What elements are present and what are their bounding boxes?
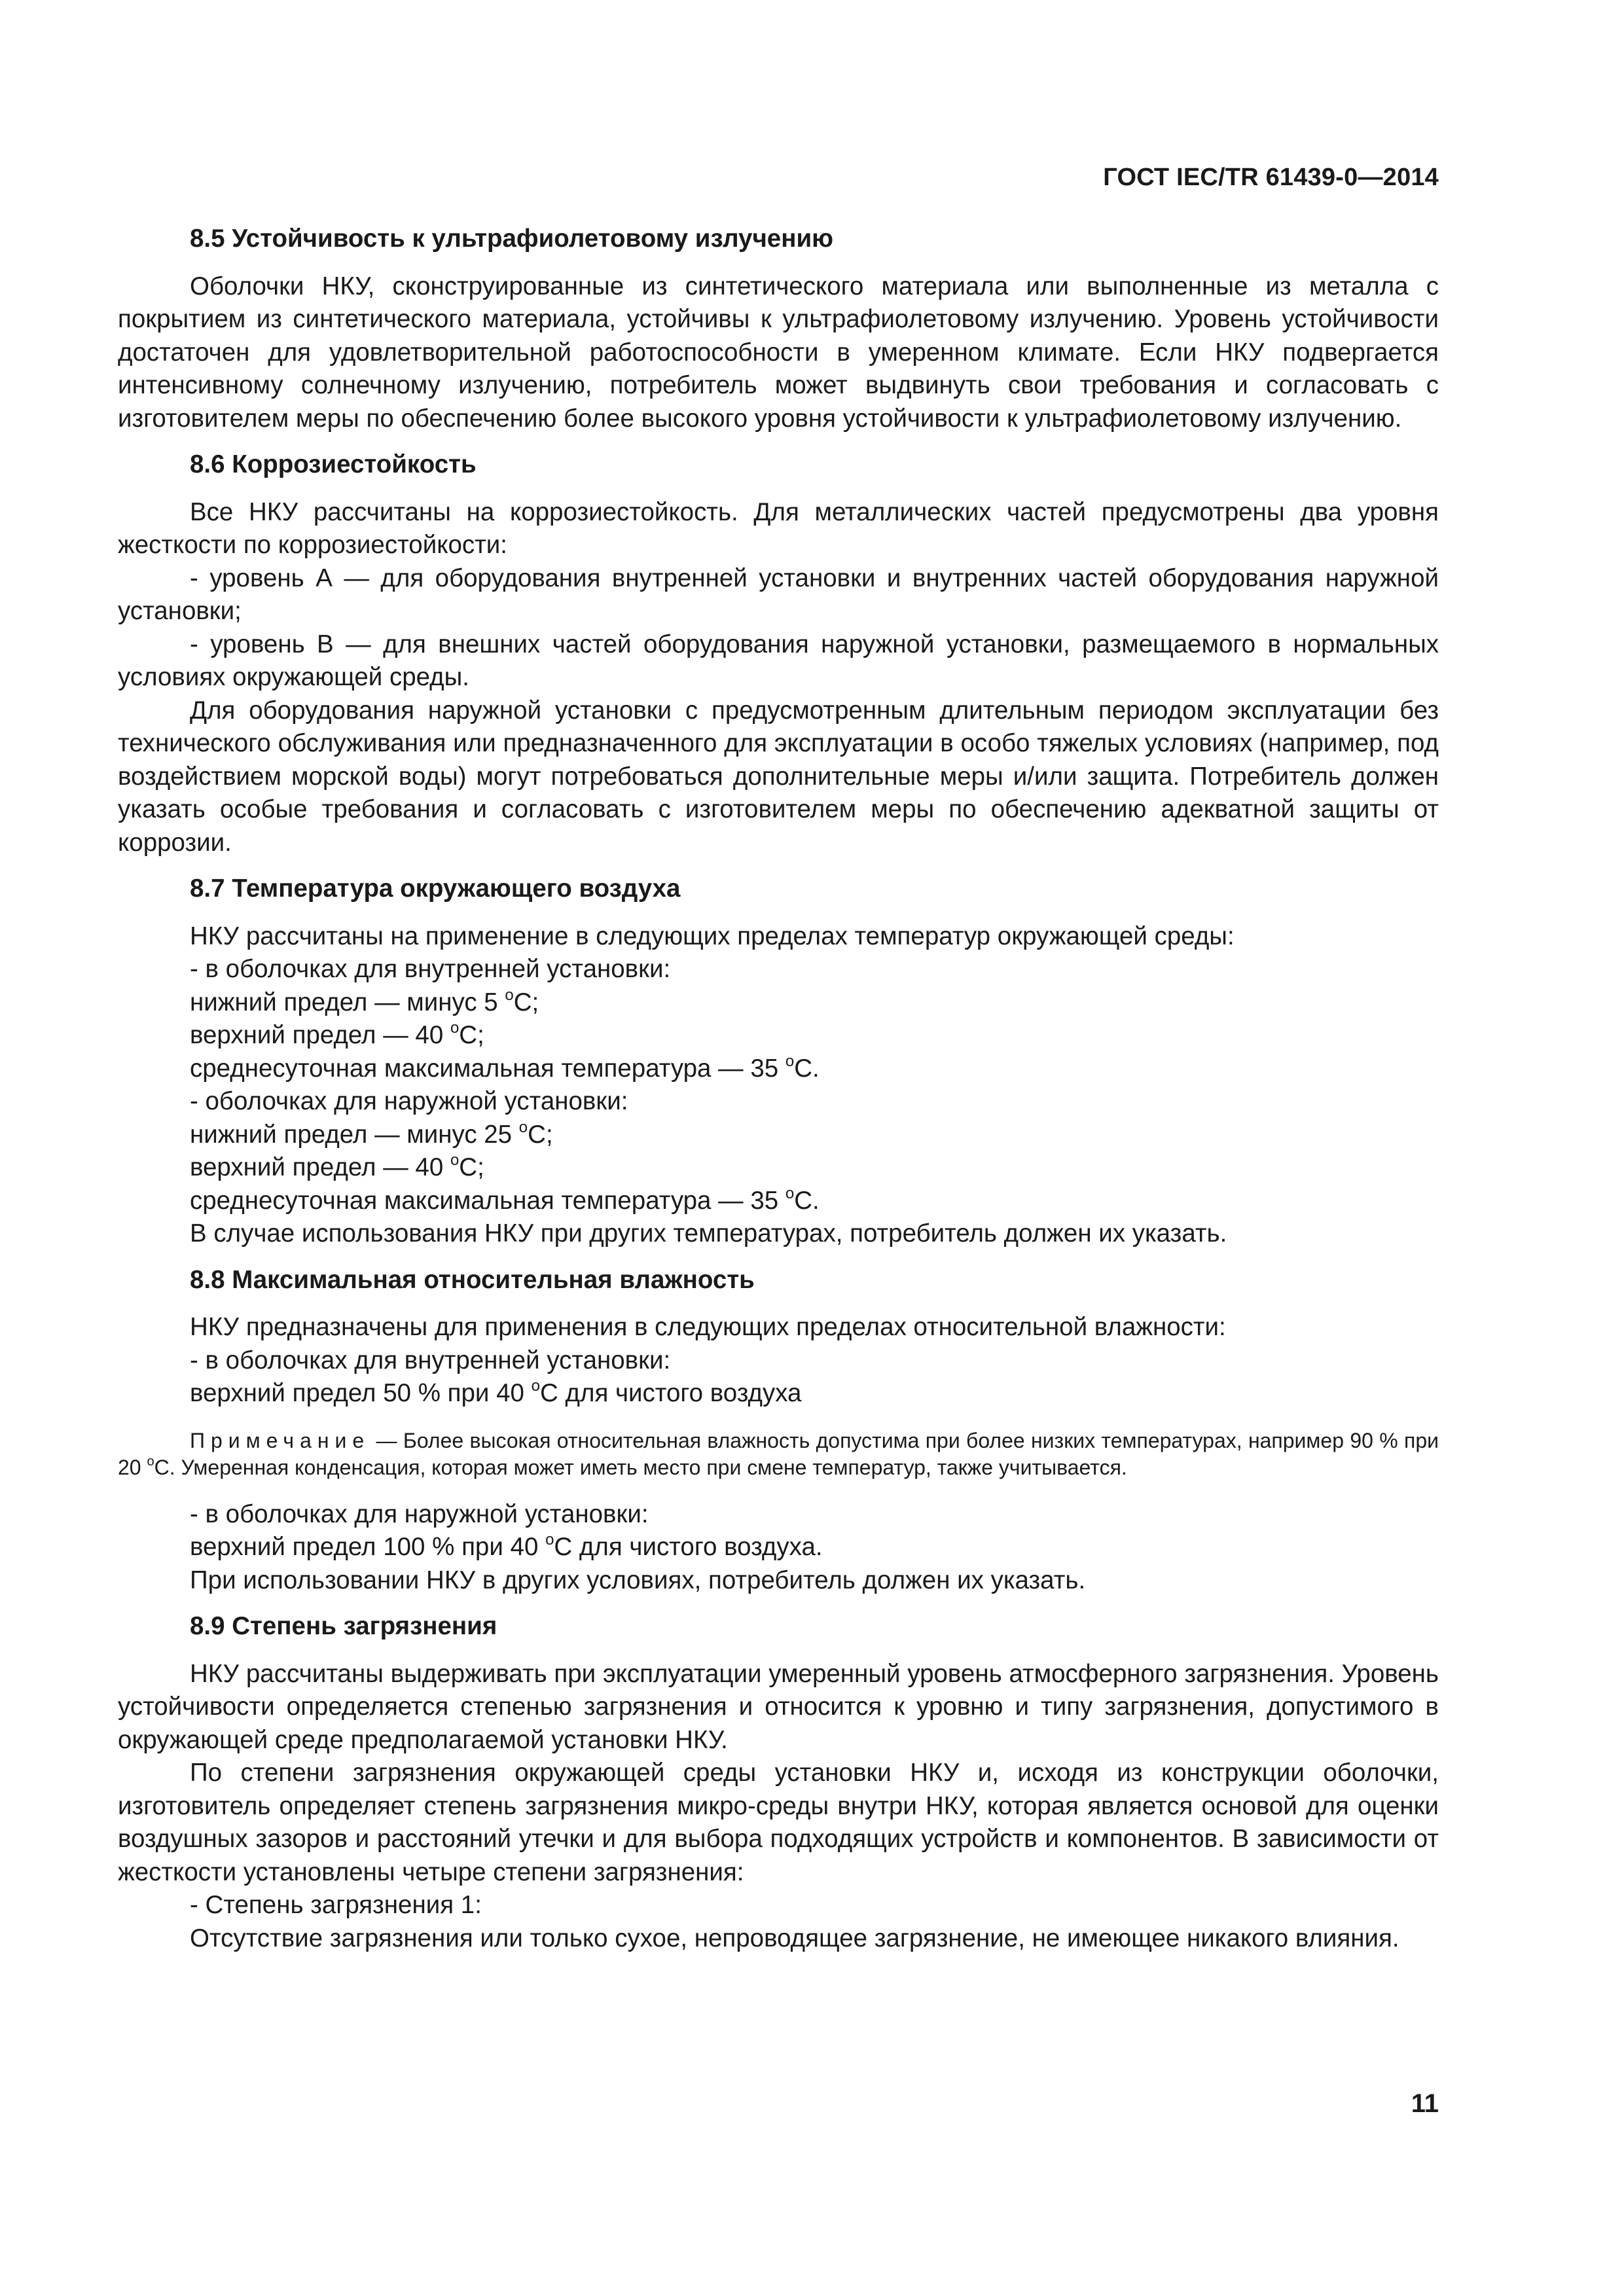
section-8-7-outdoor-lower-limit: нижний предел — минус 25 $^o$C; (190, 1118, 553, 1149)
document-header-standard-id: ГОСТ IEC/TR 61439-0—2014 (1103, 164, 1439, 191)
section-8-5-title: 8.5 Устойчивость к ультрафиолетовому излучению (190, 224, 834, 253)
section-8-6-title: 8.6 Коррозиестойкость (190, 450, 477, 478)
section-8-5-paragraph: Оболочки НКУ, сконструированные из синтетического материала или выполненные из металла с покрытием из синтетического материала, устойчивы к ультрафиолетовому излучению. Уровень устойчивости достаточен для удовлетворительной работоспособности в умеренном климате. Если НКУ подвергается интенсивному солнечному излучению, потребитель может выдвинуть свои требования и согласовать с изготовителем меры по обеспечению более высокого уровня устойчивости к ультрафиолетовому излучению. (118, 272, 1439, 433)
section-8-7-line-2: - в оболочках для внутренней установки: (190, 955, 671, 983)
section-8-7-indoor-lower-limit: нижний предел — минус 5 $^o$C; (190, 986, 539, 1016)
section-8-8-indoor-upper-limit: верхний предел 50 % при 40 $^o$С для чистого воздуха (190, 1377, 802, 1407)
section-8-7-outdoor-daily-max: среднесуточная максимальная температура — 35 $^o$C. (190, 1184, 820, 1215)
section-8-6-level-b: - уровень В — для внешних частей оборудования наружной установки, размещаемого в нормальных условиях окружающей среды. (118, 630, 1439, 691)
section-8-8-note: Примечание — Более высокая относительная влажность допустима при более низких температурах, например 90 % при 20 $^o$С. Умеренная конденсация, которая может иметь место при смене температур, также учитывается. (118, 1428, 1439, 1479)
note-label: Примечание (190, 1428, 370, 1452)
document-body (118, 223, 1439, 1955)
section-8-7-line-other: В случае использования НКУ при других температурах, потребитель должен их указать. (190, 1219, 1227, 1247)
section-8-6-paragraph-1: Все НКУ рассчитаны на коррозиестойкость. Для металлических частей предусмотрены два уровня жесткости по коррозиестойкости: (118, 497, 1439, 559)
section-8-8-title: 8.8 Максимальная относительная влажность (190, 1265, 755, 1294)
section-8-9-paragraph-2: По степени загрязнения окружающей среды установки НКУ и, исходя из конструкции оболочки, изготовитель определяет степень загрязнения микро-среды внутри НКУ, которая является основой для оценки воздушных зазоров и расстояний утечки и для выбора подходящих устройств и компонентов. В зависимости от жесткости установлены четыре степени загрязнения: (118, 1759, 1439, 1886)
page-number: 11 (1411, 2089, 1439, 2118)
section-8-8-line-other: При использовании НКУ в других условиях, потребитель должен их указать. (190, 1566, 1086, 1594)
section-8-7-line-1: НКУ рассчитаны на применение в следующих пределах температур окружающей среды: (190, 922, 1235, 950)
section-8-7-line-outdoor: - оболочках для наружной установки: (190, 1087, 628, 1115)
section-8-9-degree-1: - Степень загрязнения 1: (190, 1891, 482, 1919)
section-8-8-line-2: - в оболочках для внутренней установки: (190, 1346, 671, 1374)
section-8-7-outdoor-upper-limit: верхний предел — 40 $^o$C; (190, 1151, 484, 1181)
section-8-9-paragraph-3: Отсутствие загрязнения или только сухое, непроводящее загрязнение, не имеющее никакого влияния. (190, 1924, 1399, 1952)
section-8-9-paragraph-1: НКУ рассчитаны выдерживать при эксплуатации умеренный уровень атмосферного загрязнения. Уровень устойчивости определяется степенью загрязнения и относится к уровню и типу загрязнения, допустимого в окружающей среде предполагаемой установки НКУ. (118, 1659, 1439, 1754)
section-8-7-indoor-daily-max: среднесуточная максимальная температура — 35 $^o$C. (190, 1052, 820, 1083)
section-8-8-line-1: НКУ предназначены для применения в следующих пределах относительной влажности: (190, 1313, 1226, 1341)
section-8-7-title: 8.7 Температура окружающего воздуха (190, 874, 681, 903)
section-8-7-indoor-upper-limit: верхний предел — 40 $^o$C; (190, 1019, 484, 1049)
section-8-8-line-outdoor: - в оболочках для наружной установки: (190, 1499, 649, 1528)
section-8-9-title: 8.9 Степень загрязнения (190, 1612, 497, 1640)
section-8-6-paragraph-2: Для оборудования наружной установки с предусмотренным длительным периодом эксплуатации без технического обслуживания или предназначенного для эксплуатации в особо тяжелых условиях (например, под воздействием морской воды) могут потребоваться дополнительные меры и/или защита. Потребитель должен указать особые требования и согласовать с изготовителем меры по обеспечению адекватной защиты от коррозии. (118, 696, 1439, 857)
section-8-8-outdoor-upper-limit: верхний предел 100 % при 40 $^o$С для чистого воздуха. (190, 1531, 823, 1561)
section-8-6-level-a: - уровень А — для оборудования внутренней установки и внутренних частей оборудования наружной установки; (118, 564, 1439, 625)
